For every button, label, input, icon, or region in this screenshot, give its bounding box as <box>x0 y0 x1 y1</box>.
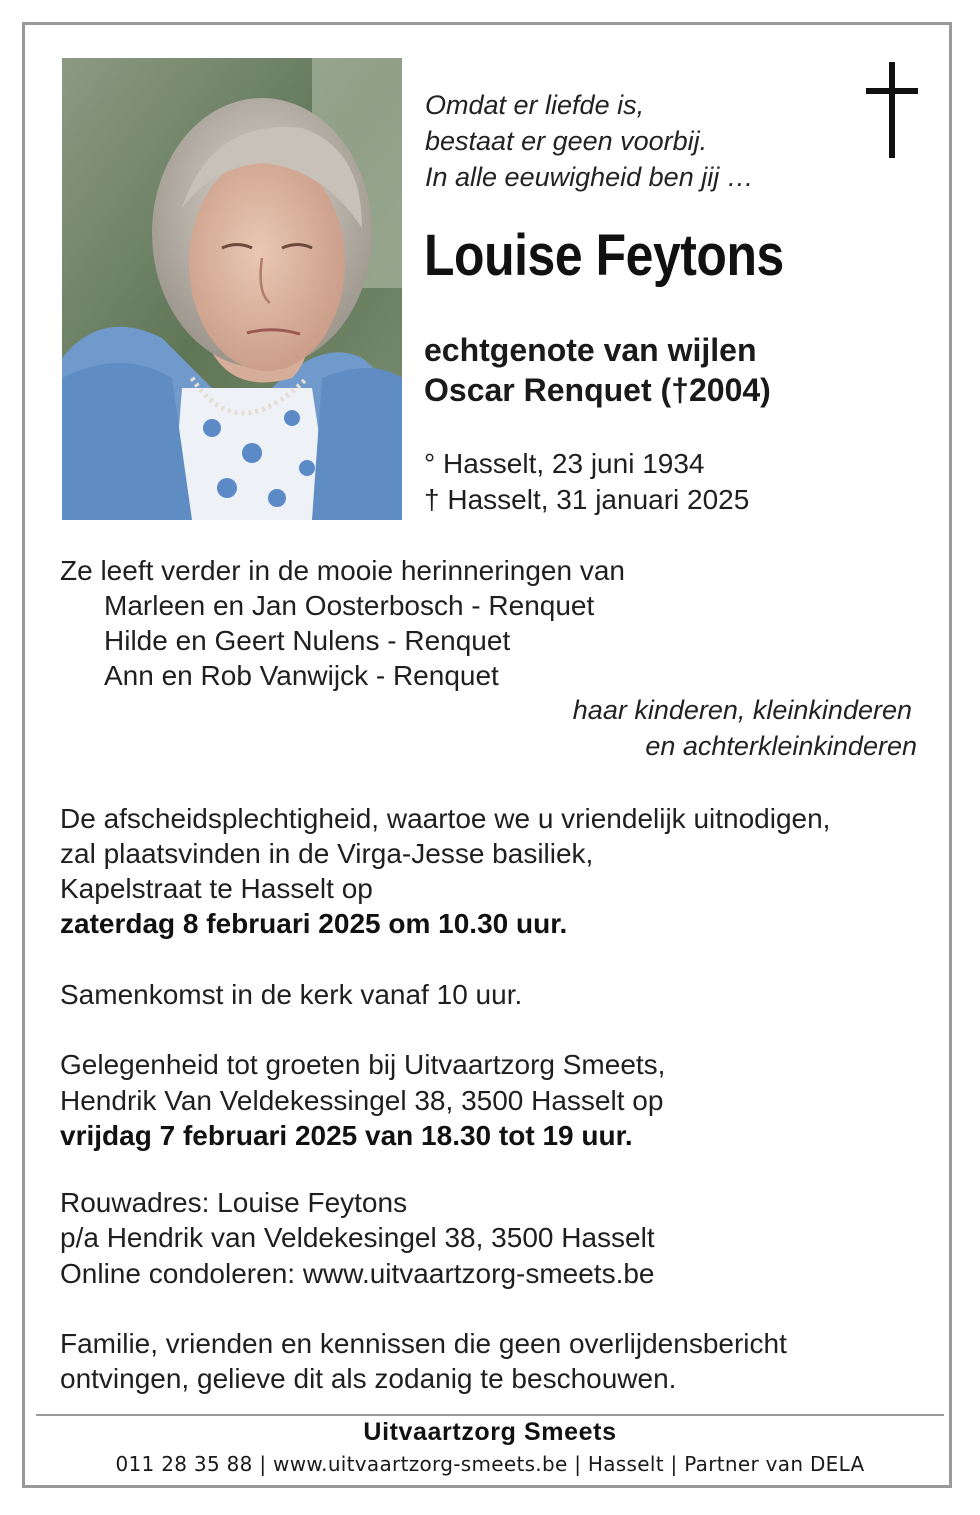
funeral-home-name: Uitvaartzorg Smeets <box>363 1418 617 1446</box>
greeting-line: Gelegenheid tot groeten bij Uitvaartzorg Smeets, <box>60 1049 666 1080</box>
poem-verse <box>425 87 754 195</box>
birth-date: ° Hasselt, 23 juni 1934 <box>424 448 705 479</box>
family-line: Hilde en Geert Nulens - Renquet <box>104 625 511 656</box>
ceremony-date: zaterdag 8 februari 2025 om 10.30 uur. <box>60 908 568 939</box>
relations-line: en achterkleinkinderen <box>645 731 917 761</box>
ceremony-line: zal plaatsvinden in de Virga-Jesse basiliek, <box>60 838 594 869</box>
portrait-photo <box>62 58 402 520</box>
address-line: Rouwadres: Louise Feytons <box>60 1187 408 1218</box>
notice-line: ontvingen, gelieve dit als zodanig te beschouwen. <box>60 1363 677 1394</box>
deceased-name: Louise Feytons <box>424 223 784 288</box>
family-line: Marleen en Jan Oosterbosch - Renquet <box>104 590 595 621</box>
address-line: p/a Hendrik van Veldekesingel 38, 3500 Hasselt <box>60 1222 655 1253</box>
relations-line: haar kinderen, kleinkinderen <box>572 695 912 725</box>
greeting-line: Hendrik Van Veldekessingel 38, 3500 Hasselt op <box>60 1085 664 1116</box>
death-date: † Hasselt, 31 januari 2025 <box>424 484 750 515</box>
notice-line: Familie, vrienden en kennissen die geen overlijdensbericht <box>60 1328 787 1359</box>
gathering-info: Samenkomst in de kerk vanaf 10 uur. <box>60 979 523 1010</box>
life-dates <box>424 446 749 518</box>
ceremony-line: De afscheidsplechtigheid, waartoe we u vriendelijk uitnodigen, <box>60 803 831 834</box>
ceremony-line: Kapelstraat te Hasselt op <box>60 873 373 904</box>
spouse-line: echtgenote van wijlen <box>424 332 757 368</box>
spouse-info <box>424 330 771 410</box>
funeral-home-contact: 011 28 35 88 | www.uitvaartzorg-smeets.be | Hasselt | Partner van DELA <box>115 1452 865 1476</box>
memories-intro: Ze leeft verder in de mooie herinneringen van <box>60 555 626 586</box>
cross-vertical-bar <box>889 62 895 158</box>
footer-divider <box>36 1414 944 1416</box>
poem-line: Omdat er liefde is, <box>425 90 645 120</box>
condolence-link[interactable]: Online condoleren: www.uitvaartzorg-smeets.be <box>60 1258 655 1289</box>
spouse-line: Oscar Renquet (†2004) <box>424 372 771 408</box>
poem-line: bestaat er geen voorbij. <box>425 126 708 156</box>
latin-cross-icon <box>862 62 922 160</box>
greeting-date: vrijdag 7 februari 2025 van 18.30 tot 19 uur. <box>60 1120 633 1151</box>
poem-line: In alle eeuwigheid ben jij … <box>425 162 754 192</box>
family-line: Ann en Rob Vanwijck - Renquet <box>104 660 499 691</box>
portrait-illustration <box>62 58 402 520</box>
cross-horizontal-bar <box>866 88 918 94</box>
